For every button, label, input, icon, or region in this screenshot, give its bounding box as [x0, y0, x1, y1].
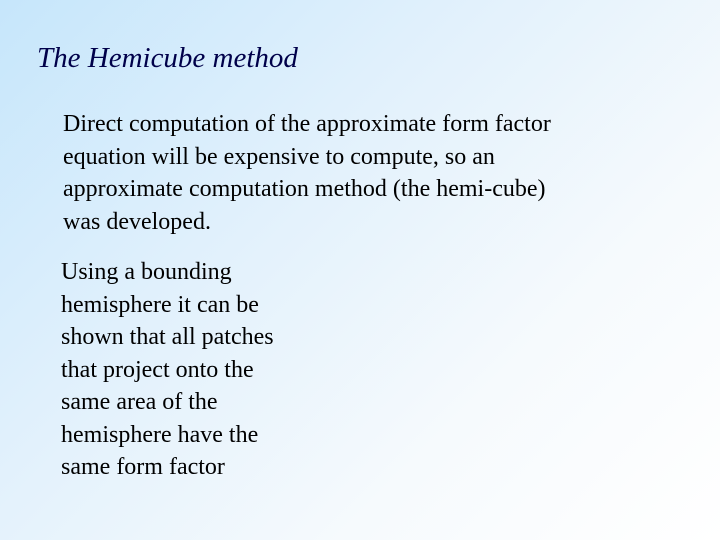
hemisphere-paragraph — [61, 256, 361, 484]
intro-line: equation will be expensive to compute, so an — [63, 143, 495, 170]
intro-line: was developed. — [63, 208, 211, 235]
intro-line: Direct computation of the approximate form factor — [63, 111, 551, 137]
hemisphere-line: shown that all patches — [61, 324, 274, 350]
slide-title: The Hemicube method — [37, 42, 298, 74]
hemisphere-line: that project onto the — [61, 356, 254, 383]
intro-line: approximate computation method (the hemi-cube) — [63, 176, 546, 202]
intro-paragraph — [63, 108, 683, 238]
hemisphere-line: same form factor — [61, 454, 225, 480]
hemisphere-line: hemisphere have the — [61, 421, 259, 448]
hemisphere-line: same area of the — [61, 389, 218, 415]
hemisphere-line: hemisphere it can be — [61, 291, 259, 318]
hemisphere-line: Using a bounding — [61, 259, 232, 285]
